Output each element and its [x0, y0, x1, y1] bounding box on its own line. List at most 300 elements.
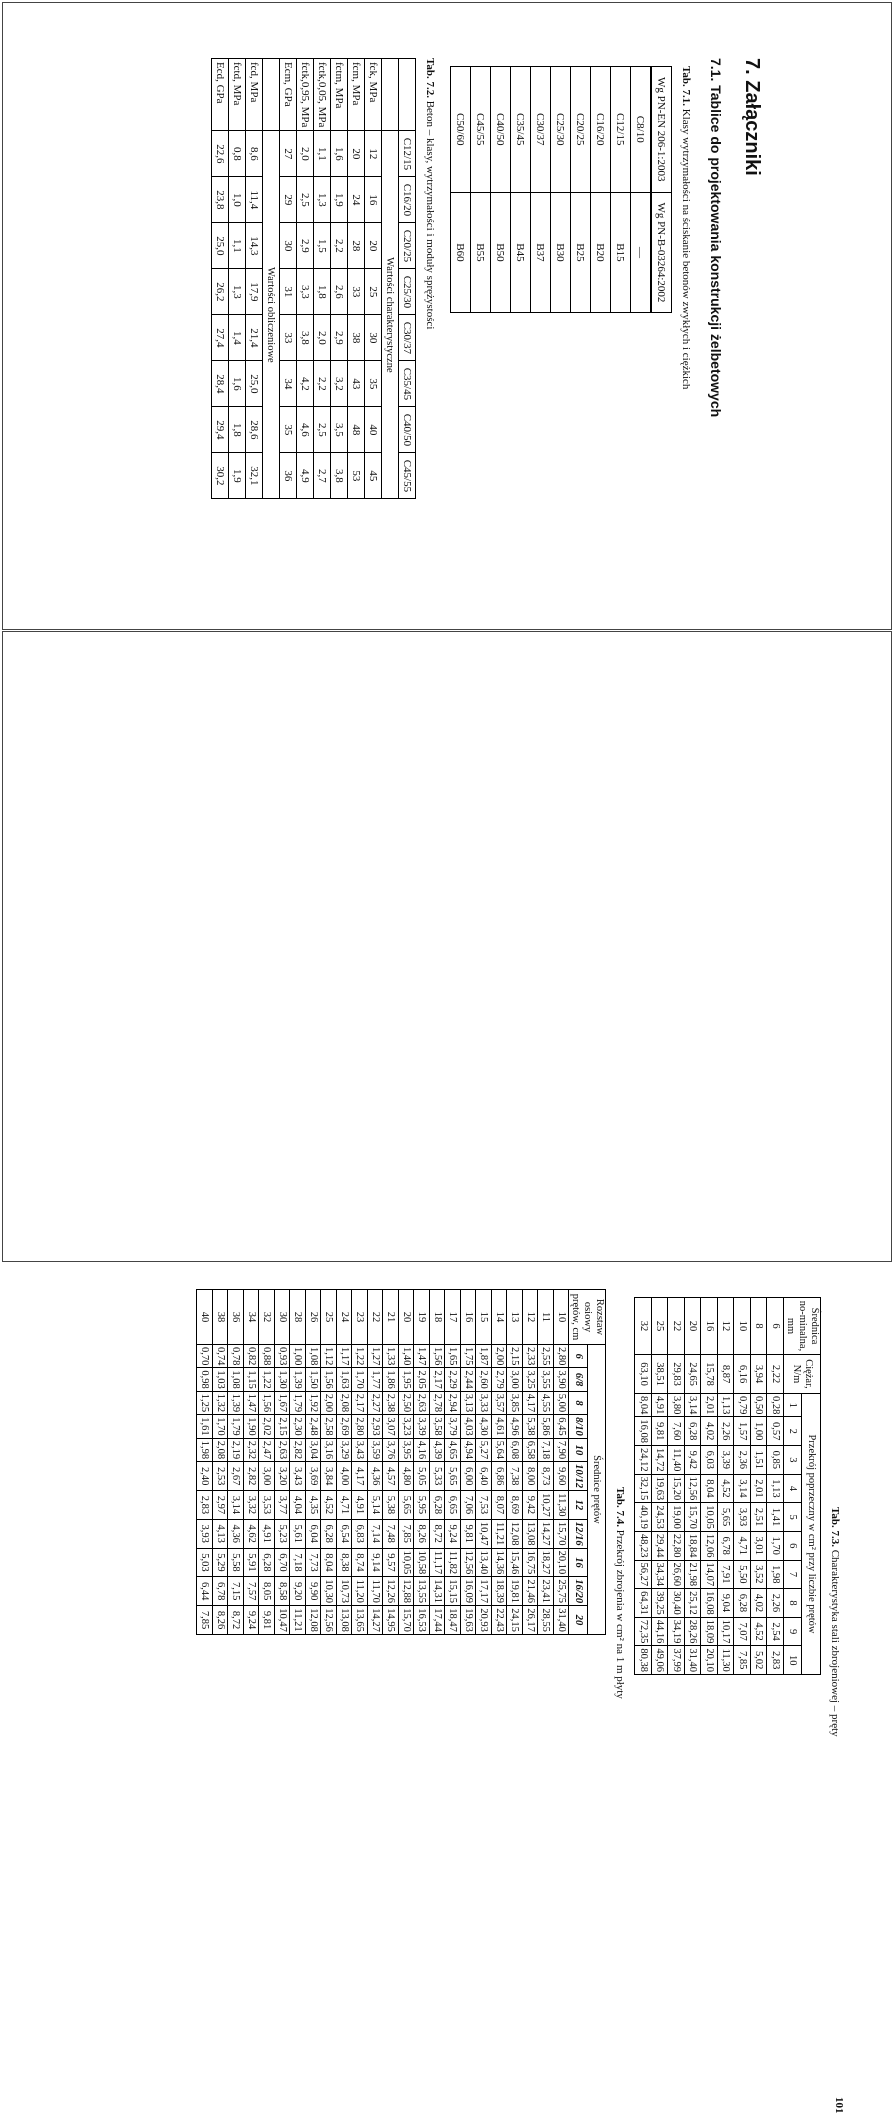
table-cell: 1,27 — [368, 1345, 384, 1368]
table-cell: 3,53 — [259, 1491, 275, 1520]
table-row — [631, 67, 652, 313]
tab74-table — [197, 1289, 607, 1635]
table-cell: 25 — [652, 1298, 669, 1355]
table-cell: 6,54 — [337, 1519, 353, 1548]
table-cell: 18,09 — [701, 1617, 718, 1646]
table-cell: 3,25 — [523, 1368, 539, 1391]
table-cell: 2,67 — [228, 1462, 244, 1491]
table-cell: 5,65 — [399, 1491, 415, 1520]
table-cell: 1,56 — [259, 1391, 275, 1414]
tab71-caption — [680, 66, 692, 618]
tab72-class-header: C20/25 — [399, 223, 416, 269]
table-cell: 24 — [337, 1290, 353, 1345]
tab74-header-row — [588, 1290, 607, 1635]
table-cell: 9,57 — [383, 1548, 399, 1577]
table-cell: 3,29 — [337, 1438, 353, 1461]
tab73-count-header: 10 — [784, 1646, 803, 1675]
table-cell: 0,78 — [228, 1345, 244, 1368]
table-cell: 4,55 — [538, 1391, 554, 1414]
table-cell: 9,42 — [685, 1446, 702, 1475]
table-cell: 2,48 — [306, 1415, 322, 1439]
table-cell: 1,56 — [321, 1368, 337, 1391]
table-cell: 17,44 — [430, 1606, 446, 1635]
table-cell: 1,8 — [314, 269, 331, 315]
table-cell: 31,40 — [685, 1646, 702, 1675]
table-cell: 7,48 — [383, 1519, 399, 1548]
table-cell: 1,86 — [383, 1368, 399, 1391]
table-row — [275, 1290, 291, 1635]
table-cell: 6,04 — [306, 1519, 322, 1548]
table-cell: 6,28 — [430, 1491, 446, 1520]
table-cell: 25,0 — [212, 223, 229, 269]
table-cell: 4,52 — [718, 1474, 735, 1503]
table-cell: 4,91 — [259, 1519, 275, 1548]
table-row — [538, 1290, 554, 1635]
table-cell: B15 — [611, 192, 631, 313]
table-cell: 2,50 — [399, 1391, 415, 1414]
table-cell: 3,14 — [228, 1491, 244, 1520]
table-cell: 11,82 — [445, 1548, 461, 1577]
table-row — [348, 59, 365, 499]
table-cell: 19,63 — [461, 1606, 477, 1635]
table-cell: 8,69 — [507, 1491, 523, 1520]
tab73-header-row — [802, 1298, 821, 1675]
table-cell: 0,57 — [767, 1417, 784, 1446]
table-cell: 4,2 — [297, 361, 314, 407]
table-cell: 1,22 — [259, 1368, 275, 1391]
table-cell: 22,80 — [668, 1531, 685, 1560]
table-cell: 4,65 — [445, 1438, 461, 1461]
tab74-diameter-header: 16 — [569, 1548, 588, 1577]
table-cell: 3,16 — [321, 1438, 337, 1461]
tab71-header: Wg PN-EN 206-1:2003 — [651, 67, 672, 193]
table-cell: 22 — [668, 1298, 685, 1355]
table-cell: 7,85 — [399, 1519, 415, 1548]
table-cell: 30,40 — [668, 1589, 685, 1618]
table-cell: 1,70 — [213, 1415, 229, 1439]
table-cell: 4,02 — [751, 1589, 768, 1618]
table-cell: C45/55 — [471, 67, 491, 193]
table-row — [445, 1290, 461, 1635]
table-cell: 4,39 — [430, 1438, 446, 1461]
table-cell: 0,79 — [734, 1394, 751, 1417]
table-cell: C25/30 — [551, 67, 571, 193]
table-cell: 28 — [290, 1290, 306, 1345]
table-cell: 9,81 — [461, 1519, 477, 1548]
table-cell: 5,00 — [554, 1391, 570, 1414]
table-cell: 13 — [507, 1290, 523, 1345]
table-cell: 0,98 — [197, 1368, 213, 1391]
table-row — [213, 1290, 229, 1635]
tab72-class-header: C30/37 — [399, 315, 416, 361]
table-cell: 3,93 — [197, 1519, 213, 1548]
table-cell: 25,12 — [685, 1589, 702, 1618]
tab72-class-header: C16/20 — [399, 177, 416, 223]
table-cell: 6,08 — [507, 1438, 523, 1461]
table-cell: 15,70 — [685, 1503, 702, 1532]
table-cell: 29,44 — [652, 1531, 669, 1560]
table-cell: 26,60 — [668, 1560, 685, 1589]
table-cell: 31 — [280, 269, 297, 315]
table-cell: 5,29 — [213, 1548, 229, 1577]
table-row — [635, 1298, 652, 1675]
table-cell: 1,70 — [352, 1368, 368, 1391]
table-cell: 11 — [538, 1290, 554, 1345]
table-cell: 5,86 — [538, 1415, 554, 1439]
table-row — [331, 59, 348, 499]
table-cell: 6,83 — [352, 1519, 368, 1548]
table-cell: 6,78 — [213, 1577, 229, 1606]
table-cell: 23,41 — [538, 1577, 554, 1606]
table-cell: 14,27 — [368, 1606, 384, 1635]
table-cell: 4,03 — [461, 1415, 477, 1439]
table-cell: 2,97 — [213, 1491, 229, 1520]
table-cell: 7,18 — [538, 1438, 554, 1461]
table-cell: 2,01 — [701, 1394, 718, 1417]
tab72-caption — [424, 58, 436, 618]
table-cell: 6,03 — [701, 1446, 718, 1475]
table-cell: 2,02 — [259, 1415, 275, 1439]
table-cell: 3,39 — [718, 1446, 735, 1475]
table-cell: 2,0 — [297, 131, 314, 177]
table-cell: 4,71 — [337, 1491, 353, 1520]
tab74-diameter-header: 8/10 — [569, 1415, 588, 1439]
table-cell: 7,38 — [507, 1462, 523, 1491]
table-cell: 8,72 — [430, 1519, 446, 1548]
table-cell: 2,58 — [321, 1415, 337, 1439]
table-cell: 27 — [280, 131, 297, 177]
table-cell: 0,82 — [244, 1345, 260, 1368]
table-cell: 14,31 — [430, 1577, 446, 1606]
tab73-count-header: 4 — [784, 1474, 803, 1503]
table-cell: 6,45 — [554, 1415, 570, 1439]
table-cell: 0,88 — [259, 1345, 275, 1368]
table-cell: 1,8 — [229, 407, 246, 453]
table-cell: 1,1 — [229, 223, 246, 269]
table-cell: 1,3 — [229, 269, 246, 315]
table-cell: 3,20 — [275, 1462, 291, 1491]
table-cell: 1,33 — [383, 1345, 399, 1368]
tab71-caption-text: Klasy wytrzymałości na ściskanie betonów zwykłych i ciężkich — [680, 108, 692, 390]
table-row — [611, 67, 631, 313]
table-cell: 18,47 — [445, 1606, 461, 1635]
table-row — [228, 1290, 244, 1635]
row-label: fcm, MPa — [348, 59, 365, 131]
table-cell: 16 — [365, 177, 382, 223]
table-row — [337, 1290, 353, 1635]
table-cell: 20 — [365, 223, 382, 269]
table-cell: 20,93 — [476, 1606, 492, 1635]
table-cell: 0,93 — [275, 1345, 291, 1368]
tab73-caption — [829, 1507, 841, 1847]
table-cell: 12,08 — [306, 1606, 322, 1635]
table-cell: 3,5 — [331, 407, 348, 453]
table-row — [259, 1290, 275, 1635]
table-cell: 48 — [348, 407, 365, 453]
table-cell: 3,58 — [430, 1415, 446, 1439]
tab74-col-spacing: Rozstaw osiowy prętów, cm — [569, 1290, 606, 1345]
table-cell: B20 — [591, 192, 611, 313]
table-cell: 14,36 — [492, 1548, 508, 1577]
table-cell: 30 — [365, 315, 382, 361]
table-cell: 1,65 — [445, 1345, 461, 1368]
table-cell: 24,12 — [635, 1446, 652, 1475]
table-cell: 1,47 — [244, 1391, 260, 1414]
table-cell: 1,00 — [751, 1417, 768, 1446]
table-cell: 6,65 — [445, 1491, 461, 1520]
table-cell: 14 — [492, 1290, 508, 1345]
table-cell: 3,32 — [244, 1491, 260, 1520]
table-cell: 4,17 — [523, 1391, 539, 1414]
table-cell: 17 — [445, 1290, 461, 1345]
table-cell: 2,44 — [461, 1368, 477, 1391]
table-cell: 2,93 — [368, 1415, 384, 1439]
table-cell: 8,38 — [337, 1548, 353, 1577]
table-cell: 26 — [306, 1290, 322, 1345]
table-cell: 43 — [348, 361, 365, 407]
section-title: 7.1. Tablice do projektowania konstrukcji żelbetowych — [708, 58, 724, 418]
table-cell: 4,36 — [368, 1462, 384, 1491]
table-cell: 1,98 — [197, 1438, 213, 1461]
table-cell: 19,00 — [668, 1503, 685, 1532]
table-cell: 19 — [414, 1290, 430, 1345]
table-cell: 30 — [275, 1290, 291, 1345]
table-cell: 16,08 — [701, 1589, 718, 1618]
table-cell: 3,14 — [685, 1394, 702, 1417]
table-row — [652, 1298, 669, 1675]
table-cell: 38 — [348, 315, 365, 361]
table-cell: 2,63 — [414, 1391, 430, 1414]
table-cell: 63,10 — [635, 1355, 652, 1394]
table-cell: 32 — [635, 1298, 652, 1355]
table-row — [314, 59, 331, 499]
table-cell: 3,85 — [507, 1391, 523, 1414]
tab74-diameter-header: 10 — [569, 1438, 588, 1461]
table-cell: C8/10 — [631, 67, 652, 193]
tab72-class-header: C25/30 — [399, 269, 416, 315]
table-cell: 1,6 — [331, 131, 348, 177]
table-cell: 0,28 — [767, 1394, 784, 1417]
table-row — [523, 1290, 539, 1635]
table-cell: 1,00 — [290, 1345, 306, 1368]
table-cell: 21,4 — [246, 315, 263, 361]
table-cell: 34 — [280, 361, 297, 407]
table-row — [321, 1290, 337, 1635]
table-cell: 3,00 — [507, 1368, 523, 1391]
table-cell: 22,6 — [212, 131, 229, 177]
table-cell: 10,73 — [337, 1577, 353, 1606]
table-cell: 1,92 — [306, 1391, 322, 1414]
tab72-table — [211, 58, 416, 499]
table-cell: 4,30 — [476, 1415, 492, 1439]
table-cell: 1,98 — [767, 1560, 784, 1589]
tab72-body — [212, 59, 399, 499]
table-cell: 1,5 — [314, 223, 331, 269]
table-cell: 11,40 — [668, 1446, 685, 1475]
table-row — [197, 1290, 213, 1635]
table-cell: 3,07 — [383, 1415, 399, 1439]
table-cell: 34,34 — [652, 1560, 669, 1589]
tab71-table — [450, 66, 672, 313]
table-cell: 1,79 — [290, 1391, 306, 1414]
table-cell: 28,55 — [538, 1606, 554, 1635]
table-cell: 6,78 — [718, 1531, 735, 1560]
table-cell: 18,84 — [685, 1531, 702, 1560]
table-row — [451, 67, 471, 313]
table-cell: 7,18 — [290, 1548, 306, 1577]
table-cell: 2,80 — [554, 1345, 570, 1368]
table-cell: 22 — [368, 1290, 384, 1345]
tab73-label: Tab. 7.3. — [829, 1507, 841, 1547]
table-cell: 1,03 — [213, 1368, 229, 1391]
table-cell: 1,17 — [337, 1345, 353, 1368]
table-cell: 4,36 — [228, 1519, 244, 1548]
row-label: Ecm, GPa — [280, 59, 297, 131]
table-cell: 7,73 — [306, 1548, 322, 1577]
table-cell: 7,85 — [734, 1646, 751, 1675]
table-cell: 3,55 — [538, 1368, 554, 1391]
row-label: fctk,0,95, MPa — [297, 59, 314, 131]
table-cell: 2,54 — [767, 1617, 784, 1646]
table-cell: 2,47 — [259, 1438, 275, 1461]
table-row — [461, 1290, 477, 1635]
table-row — [306, 1290, 322, 1635]
table-cell: 3,43 — [352, 1438, 368, 1461]
table-cell: 12,26 — [383, 1577, 399, 1606]
row-label: fctd, MPa — [229, 59, 246, 131]
table-cell: 2,29 — [445, 1368, 461, 1391]
table-cell: 3,33 — [476, 1391, 492, 1414]
table-cell: 7,14 — [368, 1519, 384, 1548]
table-cell: 4,13 — [213, 1519, 229, 1548]
table-cell: 3,00 — [259, 1462, 275, 1491]
table-row — [244, 1290, 260, 1635]
table-cell: 14,07 — [701, 1560, 718, 1589]
tab71-body — [451, 67, 652, 313]
table-cell: 13,40 — [476, 1548, 492, 1577]
table-cell: 11,21 — [290, 1606, 306, 1635]
tab73-count-header: 7 — [784, 1560, 803, 1589]
table-cell: 15,78 — [701, 1355, 718, 1394]
table-cell: 2,15 — [507, 1345, 523, 1368]
table-cell: 0,70 — [197, 1345, 213, 1368]
table-cell: 5,03 — [197, 1548, 213, 1577]
table-cell: 6,40 — [476, 1462, 492, 1491]
tab73-count-header: 8 — [784, 1589, 803, 1618]
table-cell: 3,80 — [668, 1394, 685, 1417]
table-cell: 1,40 — [399, 1345, 415, 1368]
row-label: fctm, MPa — [331, 59, 348, 131]
table-row — [554, 1290, 570, 1635]
table-cell: 2,94 — [445, 1391, 461, 1414]
tab73-count-header: 9 — [784, 1617, 803, 1646]
table-row — [551, 67, 571, 313]
table-cell: 1,9 — [229, 453, 246, 499]
tab74-caption — [615, 1487, 627, 1847]
row-label: fctk,0,05, MPa — [314, 59, 331, 131]
table-cell: 25,75 — [554, 1577, 570, 1606]
table-cell: 2,82 — [244, 1462, 260, 1491]
table-cell: 8,87 — [718, 1355, 735, 1394]
table-cell: 40 — [365, 407, 382, 453]
table-cell: 10,05 — [701, 1503, 718, 1532]
table-cell: 30,2 — [212, 453, 229, 499]
table-cell: 5,64 — [492, 1438, 508, 1461]
table-cell: 2,22 — [767, 1355, 784, 1394]
table-cell: 9,24 — [445, 1519, 461, 1548]
table-row — [414, 1290, 430, 1635]
table-row — [492, 1290, 508, 1635]
table-cell: 19,63 — [652, 1474, 669, 1503]
table-cell: 1,39 — [228, 1391, 244, 1414]
table-cell: 30 — [280, 223, 297, 269]
table-cell: 20,10 — [701, 1646, 718, 1675]
table-cell: 3,76 — [383, 1438, 399, 1461]
table-row — [751, 1298, 768, 1675]
table-cell: 56,27 — [635, 1560, 652, 1589]
group-calc-label: Wartości obliczeniowe — [263, 131, 280, 499]
table-cell: 4,52 — [751, 1617, 768, 1646]
table-cell: 4,94 — [461, 1438, 477, 1461]
table-cell: 2,9 — [331, 315, 348, 361]
table-cell: 2,17 — [430, 1368, 446, 1391]
table-cell: 15,70 — [554, 1519, 570, 1548]
tab73-count-header: 3 — [784, 1446, 803, 1475]
table-cell: 12,56 — [321, 1606, 337, 1635]
table-cell: 27,4 — [212, 315, 229, 361]
table-cell: 2,5 — [314, 407, 331, 453]
table-cell: 9,24 — [244, 1606, 260, 1635]
table-cell: 5,61 — [290, 1519, 306, 1548]
table-cell: 1,79 — [228, 1415, 244, 1439]
table-cell: 1,67 — [275, 1391, 291, 1414]
table-cell: 1,61 — [197, 1415, 213, 1439]
table-row — [718, 1298, 735, 1675]
tab72-corner — [399, 59, 416, 131]
table-cell: 34,19 — [668, 1617, 685, 1646]
table-cell: 3,2 — [331, 361, 348, 407]
table-cell: 1,15 — [244, 1368, 260, 1391]
table-cell: 16 — [461, 1290, 477, 1345]
table-cell: 4,96 — [507, 1415, 523, 1439]
table-row — [767, 1298, 784, 1675]
table-cell: 44,16 — [652, 1617, 669, 1646]
table-cell: 2,27 — [368, 1391, 384, 1414]
table-cell: 29,83 — [668, 1355, 685, 1394]
table-cell: 7,07 — [734, 1617, 751, 1646]
tab72-label: Tab. 7.2. — [424, 58, 436, 98]
table-cell: 10,47 — [275, 1606, 291, 1635]
table-cell: C50/60 — [451, 67, 471, 193]
table-cell: 3,04 — [306, 1438, 322, 1461]
table-cell: B60 — [451, 192, 471, 313]
table-cell: 38,51 — [652, 1355, 669, 1394]
table-cell: 4,91 — [352, 1491, 368, 1520]
chapter-title: 7. Załączniki — [741, 58, 763, 176]
table-cell: B25 — [571, 192, 591, 313]
group-char-label: Wartości charakterystyczne — [382, 131, 399, 499]
table-cell: — — [631, 192, 652, 313]
table-cell: 11,70 — [368, 1577, 384, 1606]
table-row — [246, 59, 263, 499]
tab74-body — [197, 1290, 569, 1635]
table-cell: 7,85 — [197, 1606, 213, 1635]
table-cell: B37 — [531, 192, 551, 313]
table-row — [685, 1298, 702, 1675]
table-cell: 2,33 — [523, 1345, 539, 1368]
table-row — [383, 1290, 399, 1635]
table-cell: 10,47 — [476, 1519, 492, 1548]
